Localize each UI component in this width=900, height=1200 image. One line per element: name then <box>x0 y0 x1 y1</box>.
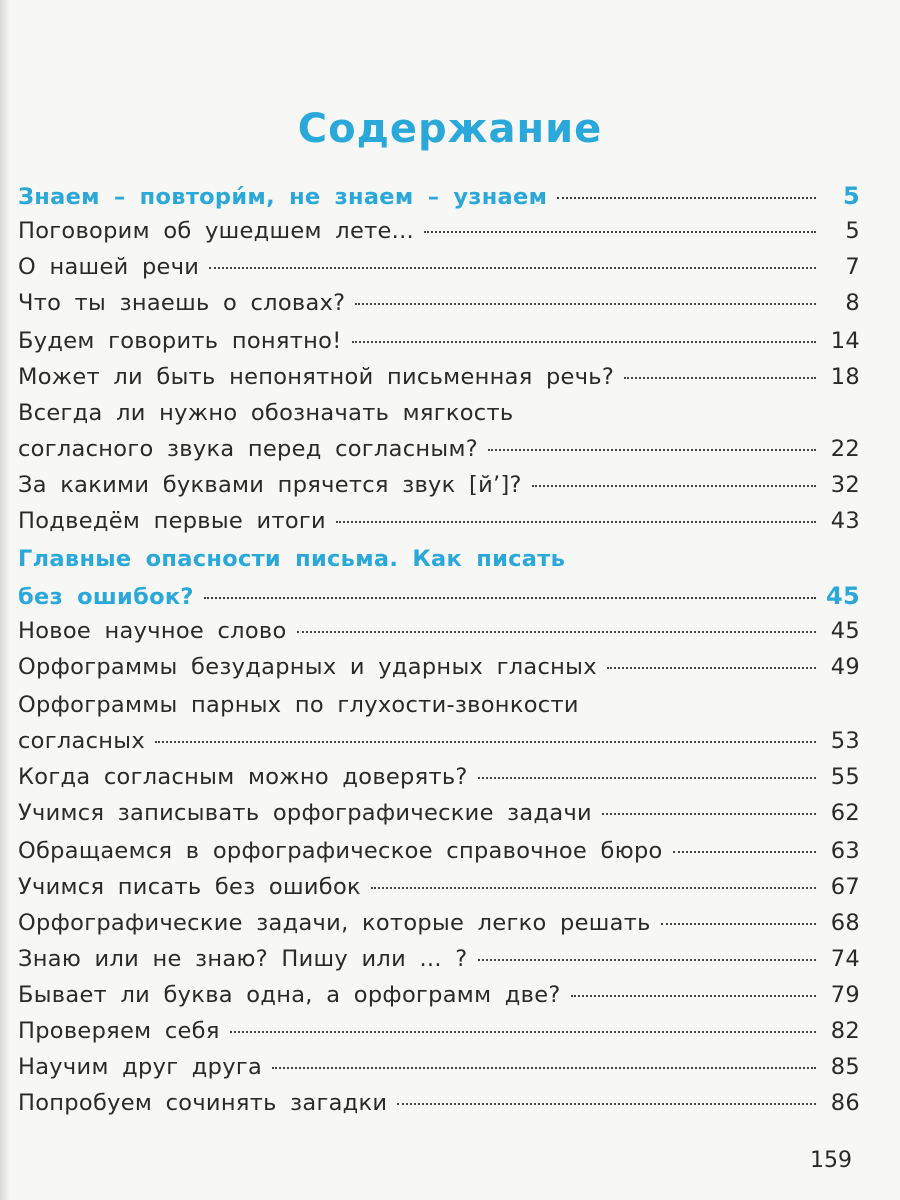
toc-entry-page: 45 <box>830 618 860 644</box>
dot-leader <box>155 741 816 743</box>
toc-entry <box>18 764 860 800</box>
toc-entry-title: Орфограммы парных по глухости-звонкости <box>18 692 579 718</box>
toc-entry-title: Главные опасности письма. Как писать <box>18 546 566 572</box>
dot-leader <box>557 197 816 199</box>
toc-entry-title: О нашей речи <box>18 254 200 280</box>
toc-entry-page: 86 <box>830 1090 860 1116</box>
toc-entry <box>18 364 860 400</box>
dot-leader <box>272 1067 816 1069</box>
dot-leader <box>209 267 816 269</box>
dot-leader <box>424 231 816 233</box>
toc-entry <box>18 692 860 728</box>
toc-entry <box>18 290 860 326</box>
toc-entry-page: 43 <box>830 508 860 534</box>
toc-entry-title: Новое научное слово <box>18 618 287 644</box>
toc-entry-page: 22 <box>830 436 860 462</box>
toc-entry-page: 62 <box>830 800 860 826</box>
toc-entry <box>18 508 860 544</box>
toc-entry <box>18 910 860 946</box>
toc-entry <box>18 328 860 364</box>
toc-entry-page: 55 <box>830 764 860 790</box>
dot-leader <box>661 923 816 925</box>
toc-entry-page: 79 <box>830 982 860 1008</box>
toc-entry <box>18 472 860 508</box>
dot-leader <box>371 887 816 889</box>
toc-entry-page: 82 <box>830 1018 860 1044</box>
toc-entry-page: 85 <box>830 1054 860 1080</box>
toc-entry <box>18 728 860 764</box>
toc-entry-title: Подведём первые итоги <box>18 508 326 534</box>
toc-entry-page: 68 <box>830 910 860 936</box>
dot-leader <box>297 631 816 633</box>
toc-entry <box>18 400 860 436</box>
dot-leader <box>602 813 816 815</box>
dot-leader <box>397 1103 816 1105</box>
toc-entry <box>18 654 860 690</box>
toc-entry-title: Может ли быть непонятной письменная речь? <box>18 364 615 390</box>
toc-entry-title: согласного звука перед согласным? <box>18 436 478 462</box>
toc-entry-title: Учимся записывать орфографические задачи <box>18 800 592 826</box>
toc-entry-page: 45 <box>826 582 860 610</box>
toc-entry-page: 7 <box>845 254 860 280</box>
toc-entry-page: 53 <box>830 728 860 754</box>
dot-leader <box>478 959 816 961</box>
toc-entry <box>18 254 860 290</box>
toc-entry <box>18 838 860 874</box>
toc-entry <box>18 874 860 910</box>
toc-entry <box>18 800 860 836</box>
toc-entry-title: Всегда ли нужно обозначать мягкость <box>18 400 514 426</box>
dot-leader <box>478 777 816 779</box>
page-number: 159 <box>810 1148 852 1173</box>
toc-entry <box>18 946 860 982</box>
dot-leader <box>624 377 816 379</box>
toc-entry-page: 8 <box>845 290 860 316</box>
toc-entry <box>18 1054 860 1090</box>
toc-entry <box>18 1018 860 1054</box>
toc-entry-title: Научим друг друга <box>18 1054 263 1080</box>
toc-entry <box>18 182 860 218</box>
toc-entry-title: Знаем – повтори́м, не знаем – узнаем <box>18 184 548 210</box>
toc-entry-title: Проверяем себя <box>18 1018 220 1044</box>
toc-entry-page: 5 <box>845 218 860 244</box>
toc-entry-page: 14 <box>830 328 860 354</box>
toc-entry <box>18 982 860 1018</box>
toc-entry-title: За какими буквами прячется звук [й’]? <box>18 472 522 498</box>
toc-entry <box>18 618 860 654</box>
toc-entry-title: Обращаемся в орфографическое справочное бюро <box>18 838 663 864</box>
toc-entry <box>18 436 860 472</box>
page-spine-shadow <box>0 0 10 1200</box>
toc-entry-page: 32 <box>830 472 860 498</box>
toc-entry-title: Попробуем сочинять загадки <box>18 1090 388 1116</box>
toc-entry-title: Что ты знаешь о словах? <box>18 290 346 316</box>
dot-leader <box>607 667 816 669</box>
toc-entry-title: Орфографические задачи, которые легко решать <box>18 910 651 936</box>
dot-leader <box>532 485 816 487</box>
toc-entry-title: согласных <box>18 728 145 754</box>
toc-entry-page: 5 <box>843 182 860 210</box>
toc-entry-title: Бывает ли буква одна, а орфограмм две? <box>18 982 561 1008</box>
toc-entry <box>18 218 860 254</box>
dot-leader <box>230 1031 816 1033</box>
toc-entry-title: без ошибок? <box>18 584 194 610</box>
toc-entry-page: 63 <box>830 838 860 864</box>
toc-entry-title: Учимся писать без ошибок <box>18 874 361 900</box>
toc-entry <box>18 582 860 618</box>
dot-leader <box>352 341 816 343</box>
toc-entry-title: Знаю или не знаю? Пишу или ... ? <box>18 946 468 972</box>
toc-entry-page: 67 <box>830 874 860 900</box>
toc-entry-title: Поговорим об ушедшем лете... <box>18 218 415 244</box>
dot-leader <box>204 597 816 599</box>
page-title: Содержание <box>297 106 603 152</box>
toc-entry-page: 74 <box>830 946 860 972</box>
toc-entry-title: Орфограммы безударных и ударных гласных <box>18 654 597 680</box>
toc-entry-page: 49 <box>830 654 860 680</box>
toc-entry <box>18 546 860 582</box>
toc-entry-page: 18 <box>830 364 860 390</box>
toc-entry <box>18 1090 860 1126</box>
dot-leader <box>673 851 816 853</box>
dot-leader <box>571 995 816 997</box>
dot-leader <box>488 449 816 451</box>
toc-entry-title: Когда согласным можно доверять? <box>18 764 468 790</box>
dot-leader <box>355 303 816 305</box>
toc-entry-title: Будем говорить понятно! <box>18 328 342 354</box>
dot-leader <box>336 521 816 523</box>
